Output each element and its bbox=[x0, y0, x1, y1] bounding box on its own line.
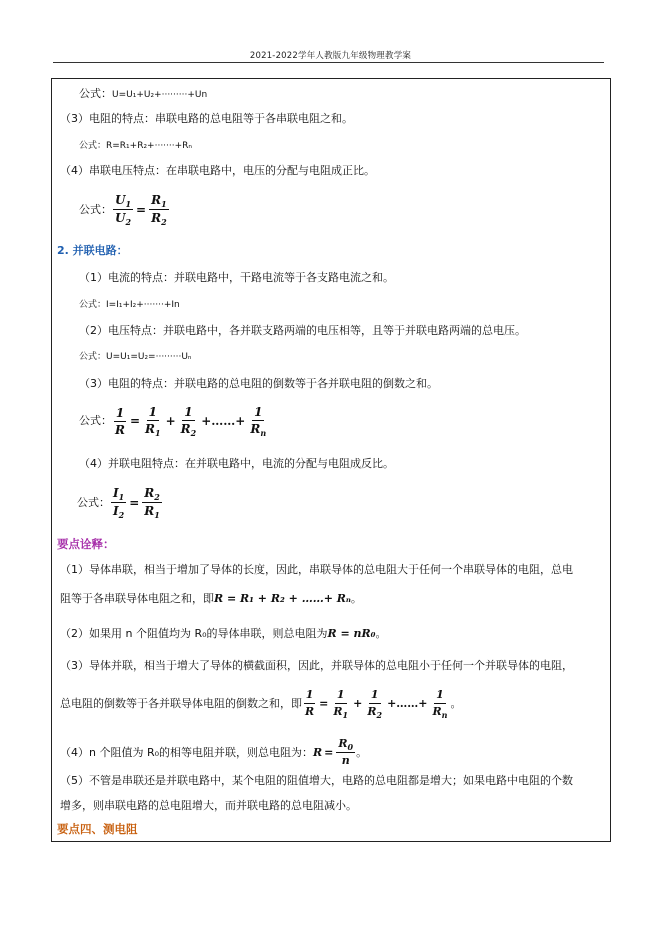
series-voltage-formula: U=U₁+U₂+·········+Un bbox=[112, 90, 208, 100]
parallel-current-trait: （1）电流的特点：并联电路中，干路电流等于各支路电流之和。 bbox=[79, 271, 394, 284]
series-total-formula: R = R₁ + R₂ + ……+ Rₙ bbox=[214, 592, 351, 605]
header-rule bbox=[53, 62, 604, 63]
explanation-title: 要点诠释： bbox=[57, 537, 115, 551]
n-series-formula: R = nR₀ bbox=[327, 627, 376, 640]
parallel-voltage-trait: （2）电压特点：并联电路中，各并联支路两端的电压相等，且等于并联电路两端的总电压。 bbox=[79, 324, 526, 337]
formula-label: 公式： bbox=[79, 87, 112, 100]
parallel-divider-trait: （4）并联电阻特点：在并联电路中，电流的分配与电阻成反比。 bbox=[79, 457, 394, 470]
fraction-r1-r2: $\frac{R_1}{R_2}$ bbox=[151, 193, 167, 227]
explanation-p3-line2: 总电阻的倒数等于各并联导体电阻的倒数之和，即 $\frac{1}{R}$ = $\frac{1}{R_1}$ + $\frac{1}{R_2}$ +……+ $\frac{1}{R_n}$ 。 bbox=[60, 688, 462, 720]
explanation-p2: （2）如果用 n 个阻值均为 R₀的导体串联，则总电阻为R = nR₀。 bbox=[60, 627, 387, 640]
series-voltage-formula-line bbox=[79, 87, 207, 102]
explanation-p5-line1: （5）不管是串联还是并联电路中，某个电阻的阻值增大，电路的总电阻都是增大；如果电路中电阻的个数 bbox=[60, 774, 573, 787]
formula-label: 公式： bbox=[79, 414, 112, 427]
page-header: 2021-2022学年人教版九年级物理教学案 bbox=[249, 51, 412, 61]
n-parallel-formula: R = $\frac{R_0}{n}$ bbox=[313, 737, 354, 767]
explanation-p1-line2: 阻等于各串联导体电阻之和，即R = R₁ + R₂ + ……+ Rₙ。 bbox=[60, 592, 362, 605]
parallel-resistance-formula: $\frac{1}{R}$ = $\frac{1}{R_1}$ + $\frac{1}{R_2}$ +……+ $\frac{1}{R_n}$ bbox=[115, 405, 267, 438]
series-divider-formula-line bbox=[79, 193, 170, 226]
formula-label: 公式： bbox=[77, 495, 110, 509]
parallel-section-title: 2. 并联电路： bbox=[57, 244, 128, 257]
parallel-resistance-trait: （3）电阻的特点：并联电路的总电阻的倒数等于各并联电阻的倒数之和。 bbox=[79, 377, 438, 390]
explanation-p4: （4）n 个阻值为 R₀的相等电阻并联，则总电阻为： R = $\frac{R_0}{n}$ 。 bbox=[60, 737, 368, 767]
explanation-p1-line1: （1）导体串联，相当于增加了导体的长度，因此，串联导体的总电阻大于任何一个串联导体的电阻，总电 bbox=[60, 563, 573, 576]
parallel-total-formula: $\frac{1}{R}$ = $\frac{1}{R_1}$ + $\frac{1}{R_2}$ +……+ $\frac{1}{R_n}$ bbox=[305, 688, 448, 720]
next-section-title: 要点四、测电阻 bbox=[57, 822, 138, 836]
parallel-divider-formula-line bbox=[77, 486, 163, 519]
explanation-p5-line2: 增多，则串联电路的总电阻增大，而并联电路的总电阻减小。 bbox=[60, 799, 357, 812]
series-divider-trait: （4）串联电压特点：在串联电路中，电压的分配与电阻成正比。 bbox=[60, 164, 375, 177]
explanation-p3-line1: （3）导体并联，相当于增大了导体的横截面积，因此，并联导体的总电阻小于任何一个并联导体的电阻， bbox=[60, 659, 573, 672]
parallel-resistance-formula-line bbox=[79, 405, 269, 437]
series-divider-formula: $\frac{U_1}{U_2}$ = $\frac{R_1}{R_2}$ bbox=[115, 193, 167, 227]
series-resistance-formula: 公式：R=R₁+R₂+·······+Rₙ bbox=[79, 141, 193, 151]
parallel-current-formula: 公式：I=I₁+I₂+·······+In bbox=[79, 300, 180, 310]
fraction-u1-u2: $\frac{U_1}{U_2}$ bbox=[115, 193, 132, 227]
series-resistance-trait: （3）电阻的特点：串联电路的总电阻等于各串联电阻之和。 bbox=[60, 112, 353, 125]
formula-label: 公式： bbox=[79, 202, 112, 216]
parallel-divider-formula: $\frac{I_1}{I_2}$ = $\frac{R_2}{R_1}$ bbox=[113, 486, 160, 520]
parallel-voltage-formula: 公式：U=U₁=U₂=·········Uₙ bbox=[79, 352, 192, 362]
